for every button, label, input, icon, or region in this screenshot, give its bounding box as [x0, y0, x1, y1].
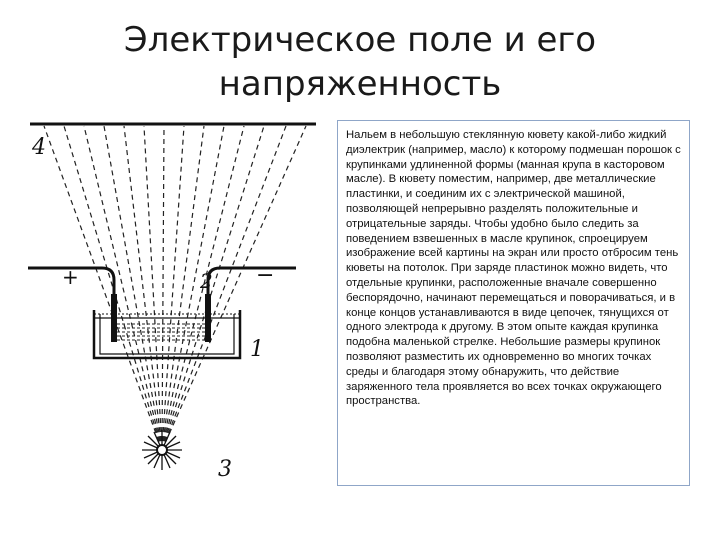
light-source [142, 430, 182, 470]
label-cuvette: 1 [250, 337, 264, 362]
experiment-figure [24, 118, 324, 488]
label-plate: 2 [200, 269, 213, 293]
wire-negative [208, 268, 296, 336]
plate-left [111, 294, 117, 342]
label-lamp: 3 [218, 457, 232, 482]
projection-rays [44, 126, 306, 450]
label-plus: + [62, 265, 79, 289]
description-text: Нальем в небольшую стеклянную кювету какой-либо жидкий диэлектрик (например, масло) к которому подмешан порошок с крупинками удлиненной формы (манная крупа в касторовом масле). В кювету поместим, например, две металлические пластинки, и соединим их с электрической машиной, позволяющей непрерывно разделять положительные и отрицательные заряды. Чтобы удобно было следить за поведением взвешенных в масле крупинок, спроецируем изображение всей картины на экран или просто отбросим тень кюветы на потолок. При заряде пластинок можно видеть, что отдельные крупинки, расположенные вначале совершенно беспорядочно, начинают перемещаться и поворачиваться, и в конце концов устанавливаются в виде цепочек, тянущихся от одного электрода к другому. В этом опыте каждая крупинка подобна маленькой стрелке. Небольшие размеры крупинок позволяют разместить их одновременно во многих точках среды и благодаря этому обнаружить, что действие заряженного тела проявляется во всех точках окружающего пространства. [346, 129, 681, 408]
label-screen: 4 [32, 135, 46, 160]
title-line-2: напряженность [218, 64, 502, 104]
description-text-box [337, 120, 690, 486]
label-minus: − [256, 263, 275, 288]
slide-title [100, 18, 620, 106]
title-line-1: Электрическое поле и его [123, 20, 597, 60]
plate-right [205, 294, 211, 342]
